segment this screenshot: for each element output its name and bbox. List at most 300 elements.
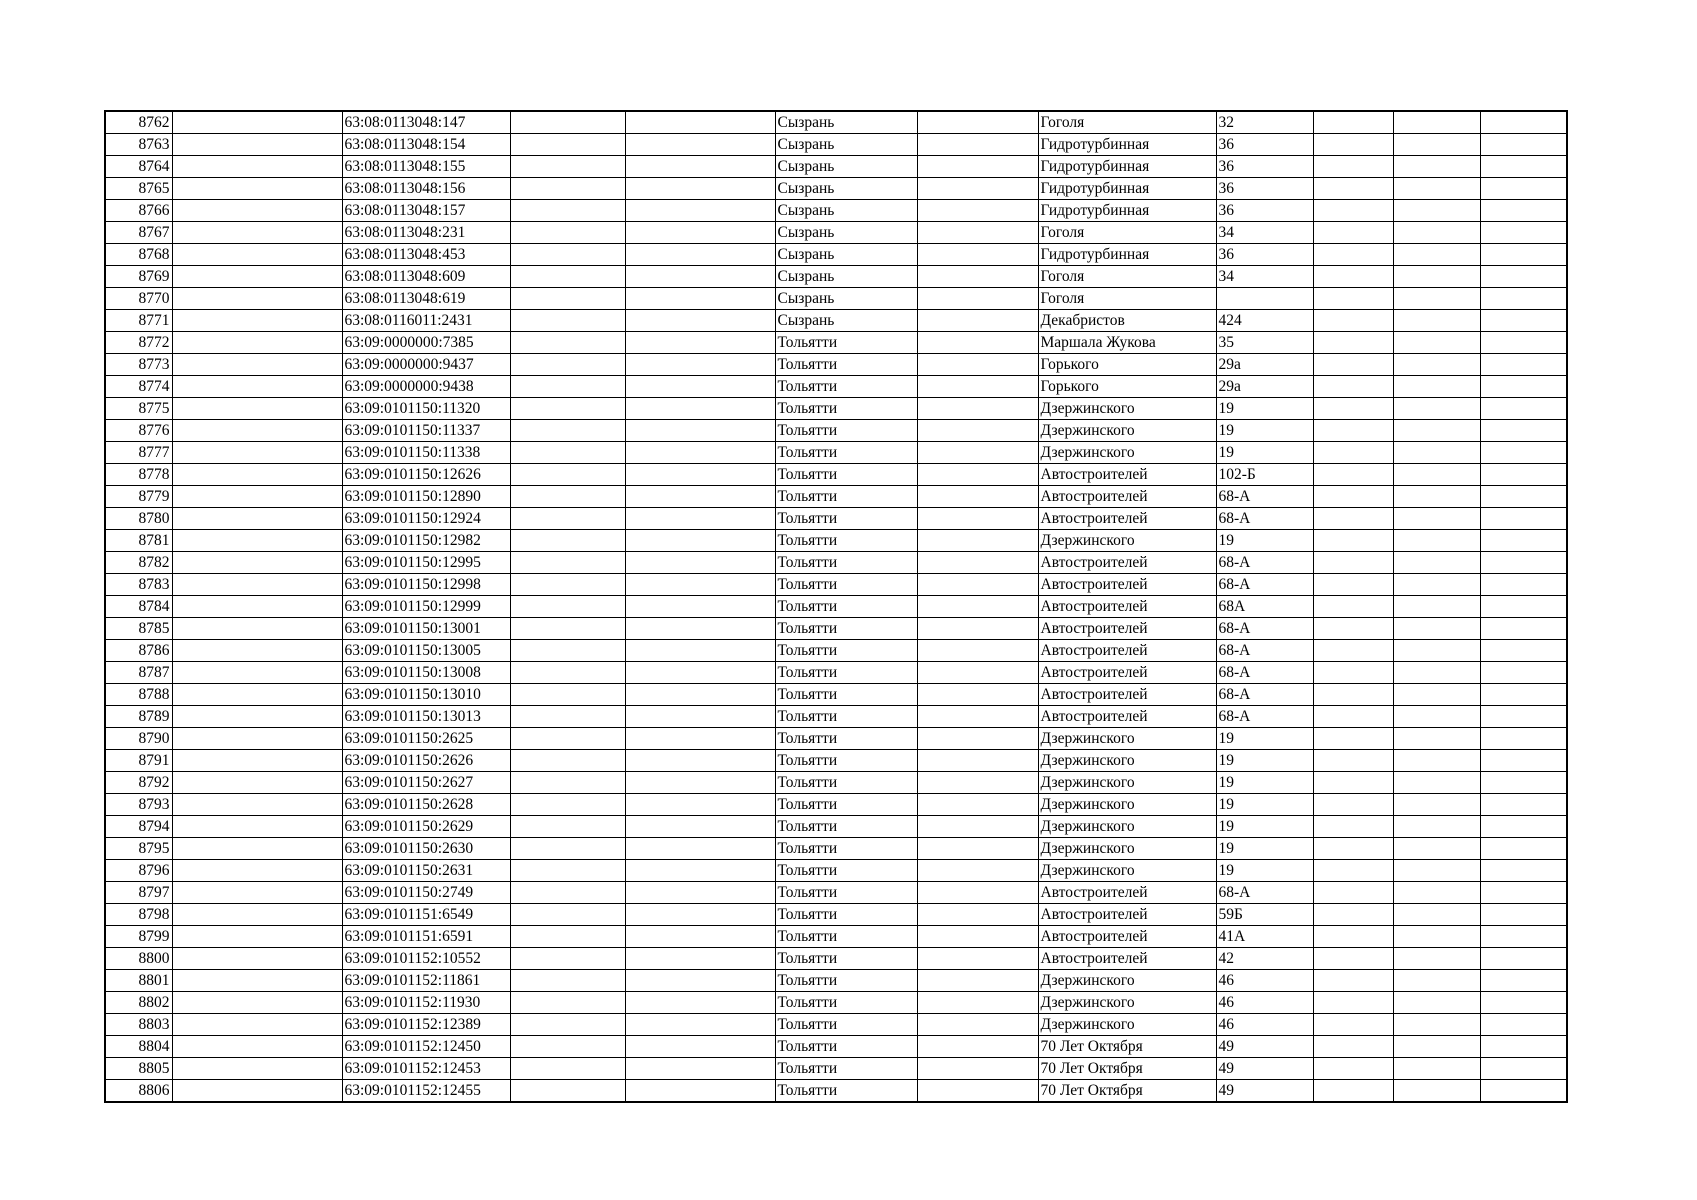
- empty-cell: [1393, 486, 1480, 508]
- empty-cell: [172, 970, 342, 992]
- cadastral-number-cell: 63:09:0101152:12450: [342, 1036, 510, 1058]
- row-number-cell: 8767: [105, 222, 172, 244]
- empty-cell: [172, 332, 342, 354]
- row-number-cell: 8799: [105, 926, 172, 948]
- empty-cell: [917, 310, 1038, 332]
- empty-cell: [917, 1014, 1038, 1036]
- street-cell: Гидротурбинная: [1038, 156, 1216, 178]
- empty-cell: [510, 948, 625, 970]
- table-row: [105, 398, 1567, 420]
- empty-cell: [1313, 156, 1393, 178]
- empty-cell: [510, 772, 625, 794]
- cadastral-number-cell: 63:09:0101150:11338: [342, 442, 510, 464]
- empty-cell: [917, 1058, 1038, 1080]
- empty-cell: [1480, 134, 1567, 156]
- empty-cell: [625, 508, 775, 530]
- cadastral-number-cell: 63:09:0101150:13005: [342, 640, 510, 662]
- empty-cell: [917, 134, 1038, 156]
- cadastral-number-cell: 63:08:0113048:156: [342, 178, 510, 200]
- cadastral-number-cell: 63:09:0101150:12924: [342, 508, 510, 530]
- empty-cell: [1480, 420, 1567, 442]
- city-cell: Тольятти: [775, 1014, 917, 1036]
- table-row: [105, 266, 1567, 288]
- table-row: [105, 750, 1567, 772]
- empty-cell: [172, 200, 342, 222]
- empty-cell: [1313, 596, 1393, 618]
- cadastral-number-cell: 63:09:0101151:6549: [342, 904, 510, 926]
- empty-cell: [917, 882, 1038, 904]
- house-number-cell: 68-А: [1216, 574, 1313, 596]
- row-number-cell: 8800: [105, 948, 172, 970]
- street-cell: Автостроителей: [1038, 948, 1216, 970]
- empty-cell: [625, 970, 775, 992]
- house-number-cell: [1216, 288, 1313, 310]
- city-cell: Тольятти: [775, 926, 917, 948]
- city-cell: Тольятти: [775, 904, 917, 926]
- empty-cell: [1480, 926, 1567, 948]
- table-row: [105, 1014, 1567, 1036]
- table-row: [105, 376, 1567, 398]
- table-row: [105, 728, 1567, 750]
- street-cell: Гидротурбинная: [1038, 244, 1216, 266]
- street-cell: Автостроителей: [1038, 486, 1216, 508]
- table-row: [105, 596, 1567, 618]
- table-row: [105, 442, 1567, 464]
- empty-cell: [917, 530, 1038, 552]
- house-number-cell: 68-А: [1216, 552, 1313, 574]
- table-row: [105, 838, 1567, 860]
- row-number-cell: 8789: [105, 706, 172, 728]
- empty-cell: [172, 442, 342, 464]
- empty-cell: [625, 111, 775, 134]
- cadastral-number-cell: 63:08:0116011:2431: [342, 310, 510, 332]
- street-cell: Горького: [1038, 376, 1216, 398]
- table-row: [105, 882, 1567, 904]
- cadastral-number-cell: 63:09:0101150:2625: [342, 728, 510, 750]
- empty-cell: [917, 200, 1038, 222]
- house-number-cell: 29а: [1216, 354, 1313, 376]
- empty-cell: [172, 178, 342, 200]
- street-cell: Автостроителей: [1038, 706, 1216, 728]
- empty-cell: [1313, 970, 1393, 992]
- street-cell: Дзержинского: [1038, 420, 1216, 442]
- street-cell: Дзержинского: [1038, 442, 1216, 464]
- table-row: [105, 706, 1567, 728]
- empty-cell: [625, 860, 775, 882]
- row-number-cell: 8777: [105, 442, 172, 464]
- street-cell: Дзержинского: [1038, 838, 1216, 860]
- table-body: [105, 111, 1567, 1102]
- city-cell: Тольятти: [775, 508, 917, 530]
- empty-cell: [1393, 926, 1480, 948]
- empty-cell: [1393, 838, 1480, 860]
- cadastral-number-cell: 63:09:0101152:11930: [342, 992, 510, 1014]
- empty-cell: [917, 354, 1038, 376]
- cadastral-number-cell: 63:09:0101150:12890: [342, 486, 510, 508]
- empty-cell: [625, 1058, 775, 1080]
- empty-cell: [510, 508, 625, 530]
- empty-cell: [1313, 288, 1393, 310]
- address-table: [104, 110, 1568, 1103]
- empty-cell: [1393, 684, 1480, 706]
- empty-cell: [510, 310, 625, 332]
- empty-cell: [1393, 111, 1480, 134]
- row-number-cell: 8770: [105, 288, 172, 310]
- empty-cell: [1480, 1080, 1567, 1103]
- street-cell: Дзержинского: [1038, 970, 1216, 992]
- row-number-cell: 8788: [105, 684, 172, 706]
- house-number-cell: 19: [1216, 838, 1313, 860]
- row-number-cell: 8797: [105, 882, 172, 904]
- empty-cell: [625, 486, 775, 508]
- city-cell: Тольятти: [775, 970, 917, 992]
- house-number-cell: 59Б: [1216, 904, 1313, 926]
- row-number-cell: 8764: [105, 156, 172, 178]
- empty-cell: [510, 266, 625, 288]
- table-row: [105, 134, 1567, 156]
- house-number-cell: 19: [1216, 398, 1313, 420]
- city-cell: Тольятти: [775, 552, 917, 574]
- street-cell: Дзержинского: [1038, 1014, 1216, 1036]
- empty-cell: [172, 684, 342, 706]
- empty-cell: [1313, 111, 1393, 134]
- empty-cell: [917, 640, 1038, 662]
- cadastral-number-cell: 63:09:0101150:13008: [342, 662, 510, 684]
- empty-cell: [625, 728, 775, 750]
- empty-cell: [510, 904, 625, 926]
- house-number-cell: 49: [1216, 1080, 1313, 1103]
- row-number-cell: 8776: [105, 420, 172, 442]
- cadastral-number-cell: 63:09:0101150:13013: [342, 706, 510, 728]
- house-number-cell: 102-Б: [1216, 464, 1313, 486]
- empty-cell: [510, 926, 625, 948]
- empty-cell: [1393, 398, 1480, 420]
- row-number-cell: 8765: [105, 178, 172, 200]
- cadastral-number-cell: 63:09:0000000:9438: [342, 376, 510, 398]
- empty-cell: [1393, 1058, 1480, 1080]
- house-number-cell: 36: [1216, 244, 1313, 266]
- empty-cell: [510, 134, 625, 156]
- house-number-cell: 49: [1216, 1058, 1313, 1080]
- empty-cell: [1313, 618, 1393, 640]
- empty-cell: [510, 442, 625, 464]
- empty-cell: [1480, 992, 1567, 1014]
- street-cell: Автостроителей: [1038, 596, 1216, 618]
- row-number-cell: 8773: [105, 354, 172, 376]
- empty-cell: [510, 354, 625, 376]
- street-cell: Автостроителей: [1038, 508, 1216, 530]
- house-number-cell: 19: [1216, 816, 1313, 838]
- row-number-cell: 8801: [105, 970, 172, 992]
- empty-cell: [1393, 706, 1480, 728]
- empty-cell: [625, 530, 775, 552]
- table-row: [105, 618, 1567, 640]
- table-row: [105, 1058, 1567, 1080]
- street-cell: 70 Лет Октября: [1038, 1058, 1216, 1080]
- table-row: [105, 111, 1567, 134]
- street-cell: Дзержинского: [1038, 398, 1216, 420]
- empty-cell: [917, 970, 1038, 992]
- empty-cell: [917, 420, 1038, 442]
- cadastral-number-cell: 63:09:0101150:12995: [342, 552, 510, 574]
- empty-cell: [172, 904, 342, 926]
- city-cell: Сызрань: [775, 266, 917, 288]
- street-cell: 70 Лет Октября: [1038, 1036, 1216, 1058]
- cadastral-number-cell: 63:09:0101150:2629: [342, 816, 510, 838]
- house-number-cell: 34: [1216, 266, 1313, 288]
- empty-cell: [172, 134, 342, 156]
- house-number-cell: 36: [1216, 134, 1313, 156]
- city-cell: Тольятти: [775, 662, 917, 684]
- table-row: [105, 332, 1567, 354]
- empty-cell: [625, 266, 775, 288]
- empty-cell: [172, 574, 342, 596]
- empty-cell: [510, 970, 625, 992]
- empty-cell: [917, 398, 1038, 420]
- empty-cell: [172, 244, 342, 266]
- empty-cell: [1313, 684, 1393, 706]
- house-number-cell: 19: [1216, 860, 1313, 882]
- empty-cell: [510, 486, 625, 508]
- empty-cell: [917, 552, 1038, 574]
- cadastral-number-cell: 63:09:0000000:9437: [342, 354, 510, 376]
- empty-cell: [625, 1080, 775, 1103]
- empty-cell: [1313, 486, 1393, 508]
- empty-cell: [1313, 640, 1393, 662]
- empty-cell: [625, 178, 775, 200]
- empty-cell: [1480, 684, 1567, 706]
- empty-cell: [625, 772, 775, 794]
- cadastral-number-cell: 63:09:0101150:2628: [342, 794, 510, 816]
- empty-cell: [510, 530, 625, 552]
- empty-cell: [510, 860, 625, 882]
- row-number-cell: 8805: [105, 1058, 172, 1080]
- house-number-cell: 49: [1216, 1036, 1313, 1058]
- row-number-cell: 8783: [105, 574, 172, 596]
- row-number-cell: 8796: [105, 860, 172, 882]
- empty-cell: [1393, 970, 1480, 992]
- city-cell: Тольятти: [775, 398, 917, 420]
- street-cell: Дзержинского: [1038, 750, 1216, 772]
- empty-cell: [510, 794, 625, 816]
- empty-cell: [1313, 354, 1393, 376]
- row-number-cell: 8798: [105, 904, 172, 926]
- house-number-cell: 36: [1216, 200, 1313, 222]
- row-number-cell: 8780: [105, 508, 172, 530]
- table-row: [105, 310, 1567, 332]
- empty-cell: [510, 111, 625, 134]
- empty-cell: [1393, 310, 1480, 332]
- street-cell: Автостроителей: [1038, 640, 1216, 662]
- house-number-cell: 68-А: [1216, 486, 1313, 508]
- city-cell: Сызрань: [775, 156, 917, 178]
- empty-cell: [917, 904, 1038, 926]
- city-cell: Сызрань: [775, 310, 917, 332]
- empty-cell: [625, 640, 775, 662]
- empty-cell: [510, 882, 625, 904]
- empty-cell: [1480, 662, 1567, 684]
- street-cell: Автостроителей: [1038, 904, 1216, 926]
- empty-cell: [625, 376, 775, 398]
- row-number-cell: 8791: [105, 750, 172, 772]
- house-number-cell: 68-А: [1216, 618, 1313, 640]
- empty-cell: [172, 552, 342, 574]
- street-cell: Гидротурбинная: [1038, 134, 1216, 156]
- empty-cell: [1393, 904, 1480, 926]
- empty-cell: [510, 1014, 625, 1036]
- table-row: [105, 794, 1567, 816]
- empty-cell: [625, 134, 775, 156]
- empty-cell: [510, 552, 625, 574]
- house-number-cell: 19: [1216, 442, 1313, 464]
- empty-cell: [1393, 354, 1480, 376]
- empty-cell: [1313, 662, 1393, 684]
- house-number-cell: 32: [1216, 111, 1313, 134]
- table-row: [105, 244, 1567, 266]
- empty-cell: [1393, 332, 1480, 354]
- city-cell: Сызрань: [775, 134, 917, 156]
- empty-cell: [625, 1036, 775, 1058]
- empty-cell: [625, 750, 775, 772]
- table-row: [105, 904, 1567, 926]
- row-number-cell: 8806: [105, 1080, 172, 1103]
- empty-cell: [1313, 244, 1393, 266]
- empty-cell: [1313, 882, 1393, 904]
- table-row: [105, 200, 1567, 222]
- empty-cell: [1313, 442, 1393, 464]
- empty-cell: [917, 222, 1038, 244]
- table-row: [105, 420, 1567, 442]
- empty-cell: [625, 794, 775, 816]
- empty-cell: [172, 111, 342, 134]
- empty-cell: [172, 948, 342, 970]
- empty-cell: [1313, 530, 1393, 552]
- empty-cell: [1313, 816, 1393, 838]
- empty-cell: [172, 706, 342, 728]
- city-cell: Тольятти: [775, 618, 917, 640]
- empty-cell: [1480, 706, 1567, 728]
- row-number-cell: 8766: [105, 200, 172, 222]
- empty-cell: [510, 728, 625, 750]
- empty-cell: [1393, 1080, 1480, 1103]
- city-cell: Тольятти: [775, 992, 917, 1014]
- empty-cell: [625, 464, 775, 486]
- street-cell: Дзержинского: [1038, 794, 1216, 816]
- empty-cell: [172, 530, 342, 552]
- empty-cell: [1393, 750, 1480, 772]
- empty-cell: [625, 420, 775, 442]
- empty-cell: [510, 288, 625, 310]
- city-cell: Сызрань: [775, 244, 917, 266]
- house-number-cell: 36: [1216, 156, 1313, 178]
- cadastral-number-cell: 63:09:0101150:11337: [342, 420, 510, 442]
- table-row: [105, 1036, 1567, 1058]
- empty-cell: [1313, 772, 1393, 794]
- empty-cell: [1313, 1014, 1393, 1036]
- empty-cell: [917, 794, 1038, 816]
- cadastral-number-cell: 63:08:0113048:157: [342, 200, 510, 222]
- table-row: [105, 772, 1567, 794]
- empty-cell: [1393, 266, 1480, 288]
- empty-cell: [917, 662, 1038, 684]
- empty-cell: [917, 486, 1038, 508]
- street-cell: Дзержинского: [1038, 816, 1216, 838]
- empty-cell: [1393, 442, 1480, 464]
- table-row: [105, 970, 1567, 992]
- street-cell: 70 Лет Октября: [1038, 1080, 1216, 1103]
- city-cell: Тольятти: [775, 530, 917, 552]
- row-number-cell: 8782: [105, 552, 172, 574]
- city-cell: Тольятти: [775, 1080, 917, 1103]
- empty-cell: [1313, 860, 1393, 882]
- street-cell: Дзержинского: [1038, 772, 1216, 794]
- cadastral-number-cell: 63:09:0101150:2630: [342, 838, 510, 860]
- empty-cell: [1313, 178, 1393, 200]
- empty-cell: [1313, 134, 1393, 156]
- empty-cell: [917, 618, 1038, 640]
- empty-cell: [172, 816, 342, 838]
- empty-cell: [172, 398, 342, 420]
- city-cell: Тольятти: [775, 1058, 917, 1080]
- empty-cell: [172, 772, 342, 794]
- city-cell: Сызрань: [775, 288, 917, 310]
- empty-cell: [1393, 618, 1480, 640]
- empty-cell: [917, 948, 1038, 970]
- empty-cell: [625, 156, 775, 178]
- row-number-cell: 8768: [105, 244, 172, 266]
- empty-cell: [1480, 750, 1567, 772]
- empty-cell: [917, 574, 1038, 596]
- row-number-cell: 8790: [105, 728, 172, 750]
- empty-cell: [1480, 156, 1567, 178]
- empty-cell: [1313, 398, 1393, 420]
- empty-cell: [1393, 574, 1480, 596]
- row-number-cell: 8786: [105, 640, 172, 662]
- empty-cell: [172, 310, 342, 332]
- empty-cell: [625, 662, 775, 684]
- cadastral-number-cell: 63:08:0113048:147: [342, 111, 510, 134]
- empty-cell: [510, 640, 625, 662]
- empty-cell: [1480, 970, 1567, 992]
- row-number-cell: 8774: [105, 376, 172, 398]
- city-cell: Сызрань: [775, 178, 917, 200]
- city-cell: Тольятти: [775, 332, 917, 354]
- cadastral-number-cell: 63:08:0113048:609: [342, 266, 510, 288]
- empty-cell: [510, 156, 625, 178]
- empty-cell: [172, 750, 342, 772]
- cadastral-number-cell: 63:09:0101150:2631: [342, 860, 510, 882]
- row-number-cell: 8803: [105, 1014, 172, 1036]
- cadastral-number-cell: 63:09:0101152:10552: [342, 948, 510, 970]
- empty-cell: [1313, 222, 1393, 244]
- row-number-cell: 8779: [105, 486, 172, 508]
- empty-cell: [917, 816, 1038, 838]
- empty-cell: [1313, 420, 1393, 442]
- house-number-cell: 19: [1216, 420, 1313, 442]
- empty-cell: [1313, 706, 1393, 728]
- empty-cell: [510, 596, 625, 618]
- cadastral-number-cell: 63:09:0101150:13010: [342, 684, 510, 706]
- table-row: [105, 992, 1567, 1014]
- empty-cell: [917, 1080, 1038, 1103]
- empty-cell: [172, 992, 342, 1014]
- city-cell: Тольятти: [775, 376, 917, 398]
- city-cell: Тольятти: [775, 640, 917, 662]
- cadastral-number-cell: 63:09:0101150:12998: [342, 574, 510, 596]
- empty-cell: [1480, 794, 1567, 816]
- empty-cell: [1313, 574, 1393, 596]
- cadastral-number-cell: 63:09:0101152:12455: [342, 1080, 510, 1103]
